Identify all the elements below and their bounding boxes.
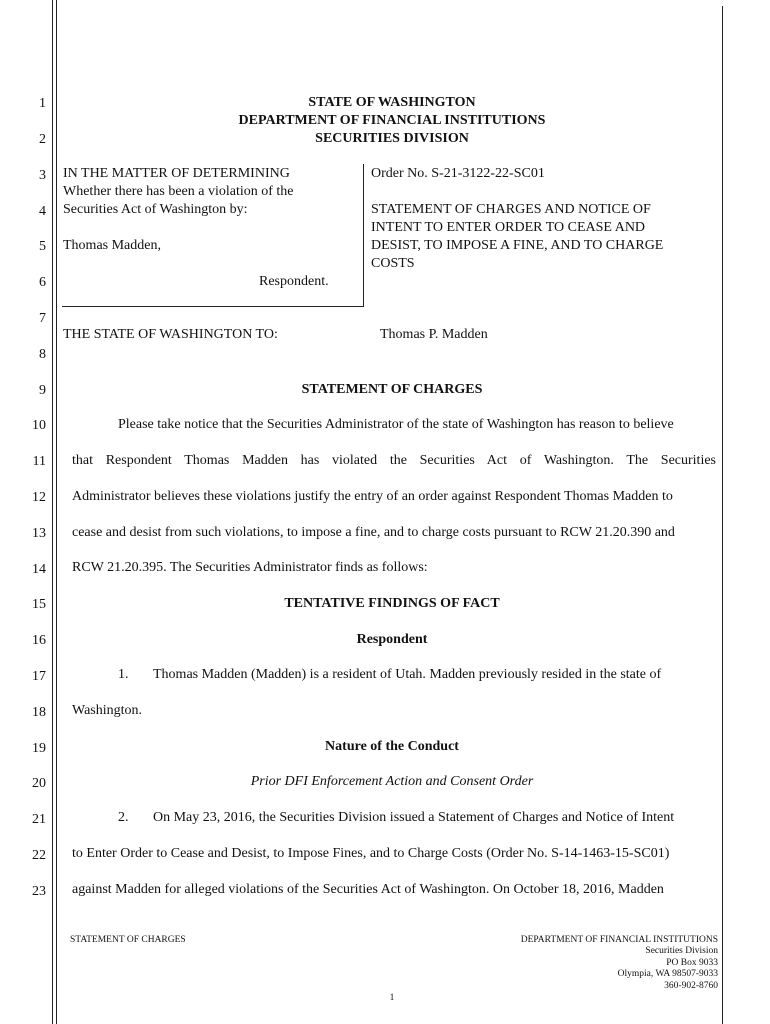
- finding-number: 1.: [118, 667, 129, 682]
- line-number: 12: [32, 490, 46, 505]
- heading-prior-action: Prior DFI Enforcement Action and Consent Order: [250, 774, 534, 789]
- line-number: 6: [39, 275, 46, 290]
- line-number: 19: [32, 741, 46, 756]
- caption-respondent: Respondent.: [259, 274, 329, 289]
- paragraph-line: that Respondent Thomas Madden has violated the Securities Act of Washington. The Securities: [72, 453, 716, 468]
- line-number: 10: [32, 418, 46, 433]
- footer-title: STATEMENT OF CHARGES: [70, 935, 186, 945]
- line-number: 1: [39, 96, 46, 111]
- line-number: 4: [39, 204, 46, 219]
- heading-nature-of-conduct: Nature of the Conduct: [325, 739, 459, 754]
- line-number: 15: [32, 597, 46, 612]
- paragraph-line: Please take notice that the Securities Administrator of the state of Washington has reason to believe: [118, 417, 674, 432]
- order-title-line: DESIST, TO IMPOSE A FINE, AND TO CHARGE: [371, 238, 664, 253]
- caption-party: Thomas Madden,: [63, 238, 161, 253]
- line-number: 5: [39, 239, 46, 254]
- header-division: SECURITIES DIVISION: [315, 131, 469, 146]
- header-department: DEPARTMENT OF FINANCIAL INSTITUTIONS: [238, 113, 546, 128]
- paragraph-line: On May 23, 2016, the Securities Division issued a Statement of Charges and Notice of Intent: [153, 810, 675, 825]
- paragraph-line: to Enter Order to Cease and Desist, to Impose Fines, and to Charge Costs (Order No. S-14-1463-15-SC01): [72, 846, 670, 861]
- line-number: 13: [32, 526, 46, 541]
- finding-number: 2.: [118, 810, 129, 825]
- paragraph-line: Thomas Madden (Madden) is a resident of Utah. Madden previously resided in the state of: [153, 667, 662, 682]
- line-number: 2: [39, 132, 46, 147]
- footer-po-box: PO Box 9033: [666, 958, 718, 968]
- line-number: 22: [32, 848, 46, 863]
- heading-statement-of-charges: STATEMENT OF CHARGES: [301, 382, 483, 397]
- left-margin-rule-inner: [56, 0, 57, 1024]
- line-number: 9: [39, 383, 46, 398]
- heading-respondent: Respondent: [356, 632, 428, 647]
- paragraph-line: against Madden for alleged violations of the Securities Act of Washington. On October 18, 2016, Madden: [72, 882, 664, 897]
- addressee-name: Thomas P. Madden: [380, 327, 488, 342]
- page-number: 1: [389, 993, 395, 1003]
- paragraph-line: Washington.: [72, 703, 143, 718]
- line-number: 3: [39, 168, 46, 183]
- paragraph-line: RCW 21.20.395. The Securities Administrator finds as follows:: [72, 560, 428, 575]
- caption-act: Securities Act of Washington by:: [63, 202, 248, 217]
- order-title-line: COSTS: [371, 256, 415, 271]
- left-margin-rule-outer: [52, 0, 53, 1024]
- order-title-line: STATEMENT OF CHARGES AND NOTICE OF: [371, 202, 651, 217]
- paragraph-line: Administrator believes these violations justify the entry of an order against Respondent Thomas Madden to: [72, 489, 673, 504]
- line-number: 7: [39, 311, 46, 326]
- footer-phone: 360-902-8760: [664, 981, 718, 991]
- header-state: STATE OF WASHINGTON: [308, 95, 476, 110]
- order-number: Order No. S-21-3122-22-SC01: [371, 166, 545, 181]
- line-number: 23: [32, 884, 46, 899]
- right-margin-rule: [722, 6, 723, 1024]
- line-number: 11: [32, 454, 46, 469]
- line-number: 8: [39, 347, 46, 362]
- caption-divider-vertical: [363, 164, 364, 307]
- line-number: 17: [32, 669, 46, 684]
- line-number: 14: [32, 562, 46, 577]
- footer-division: Securities Division: [645, 946, 718, 956]
- caption-matter: IN THE MATTER OF DETERMINING: [63, 166, 290, 181]
- line-number: 20: [32, 776, 46, 791]
- addressee-label: THE STATE OF WASHINGTON TO:: [63, 327, 278, 342]
- caption-divider-horizontal: [62, 306, 364, 307]
- line-number: 16: [32, 633, 46, 648]
- footer-city: Olympia, WA 98507-9033: [617, 969, 718, 979]
- order-title-line: INTENT TO ENTER ORDER TO CEASE AND: [371, 220, 646, 235]
- caption-violation: Whether there has been a violation of the: [63, 184, 294, 199]
- line-number: 18: [32, 705, 46, 720]
- footer-department: DEPARTMENT OF FINANCIAL INSTITUTIONS: [520, 935, 718, 945]
- line-number: 21: [32, 812, 46, 827]
- heading-findings-of-fact: TENTATIVE FINDINGS OF FACT: [284, 596, 500, 611]
- paragraph-line: cease and desist from such violations, to impose a fine, and to charge costs pursuant to RCW 21.20.390 and: [72, 525, 675, 540]
